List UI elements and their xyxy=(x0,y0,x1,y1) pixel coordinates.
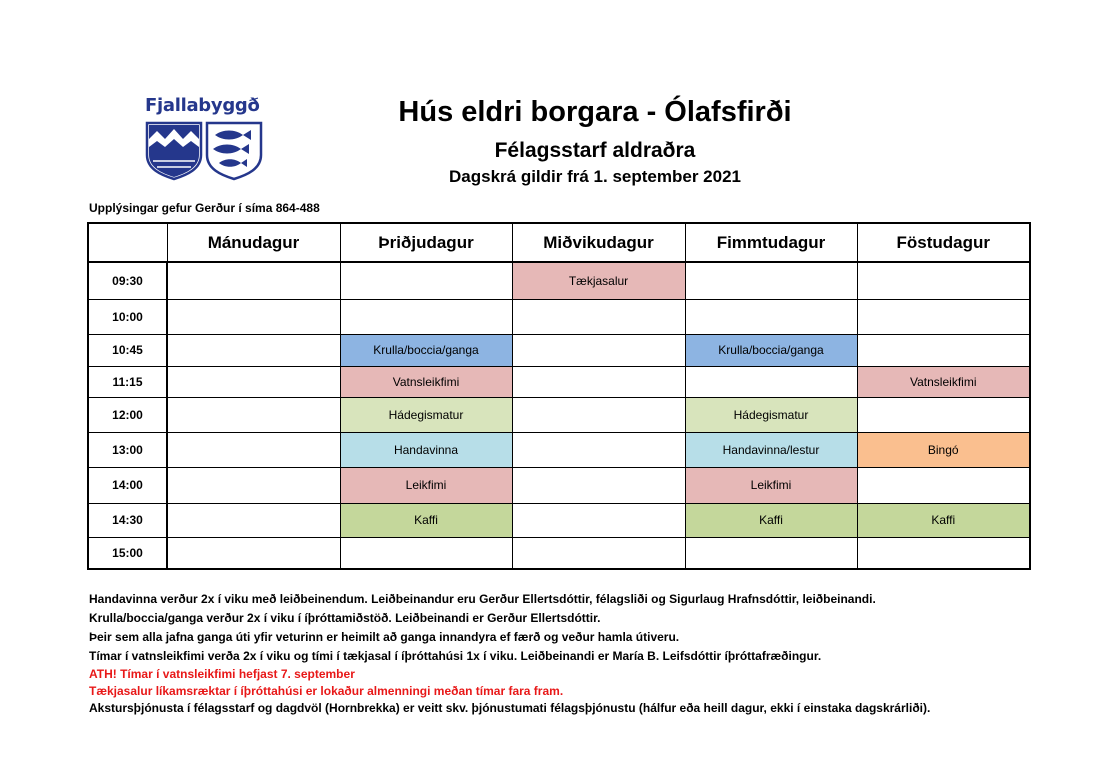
empty-cell xyxy=(167,397,340,432)
schedule-row xyxy=(88,397,1030,432)
schedule-row xyxy=(88,432,1030,467)
empty-cell xyxy=(340,262,512,299)
empty-cell xyxy=(340,537,512,569)
activity-cell: Vatnsleikfimi xyxy=(857,366,1030,397)
day-header: Miðvikudagur xyxy=(512,223,685,262)
schedule-row xyxy=(88,366,1030,397)
schedule-row xyxy=(88,262,1030,299)
activity-cell: Vatnsleikfimi xyxy=(340,366,512,397)
schedule-row xyxy=(88,503,1030,537)
page-subtitle: Félagsstarf aldraðra xyxy=(494,139,696,162)
day-header: Þriðjudagur xyxy=(340,223,512,262)
empty-cell xyxy=(167,537,340,569)
activity-cell: Kaffi xyxy=(857,503,1030,537)
note-line: Þeir sem alla jafna ganga úti yfir veturinn er heimilt að ganga innandyra ef færð og veður hamla útiveru. xyxy=(89,630,680,644)
activity-cell: Kaffi xyxy=(685,503,857,537)
empty-cell xyxy=(167,366,340,397)
activity-cell: Leikfimi xyxy=(340,467,512,503)
empty-cell xyxy=(512,467,685,503)
empty-cell xyxy=(512,503,685,537)
empty-cell xyxy=(167,262,340,299)
empty-cell xyxy=(512,537,685,569)
activity-cell: Hádegismatur xyxy=(340,397,512,432)
activity-cell: Leikfimi xyxy=(685,467,857,503)
note-line: Tímar í vatnsleikfimi verða 2x í viku og tími í tækjasal í íþróttahúsi 1x í viku. Leiðbeinandi er María B. Leifsdóttir íþróttafræðingur. xyxy=(89,649,822,663)
day-header: Mánudagur xyxy=(167,223,340,262)
empty-cell xyxy=(512,366,685,397)
empty-cell xyxy=(340,299,512,334)
empty-cell xyxy=(857,334,1030,366)
time-cell: 14:00 xyxy=(88,467,167,503)
activity-cell: Bingó xyxy=(857,432,1030,467)
empty-cell xyxy=(857,537,1030,569)
activity-cell: Krulla/boccia/ganga xyxy=(685,334,857,366)
note-line: Krulla/boccia/ganga verður 2x í viku í íþróttamiðstöð. Leiðbeinandi er Gerður Ellertsdóttir. xyxy=(89,611,601,625)
empty-cell xyxy=(685,262,857,299)
fjallabyggd-logo xyxy=(143,95,267,185)
empty-cell xyxy=(167,299,340,334)
note-line: Akstursþjónusta í félagsstarf og dagdvöl (Hornbrekka) er veitt skv. þjónustumati félagsþjónustu (hálfur eða heill dagur, ekki í einstaka dagskrárliði). xyxy=(89,701,931,715)
empty-cell xyxy=(512,299,685,334)
empty-cell xyxy=(167,334,340,366)
empty-cell xyxy=(167,503,340,537)
notes-section xyxy=(89,590,1089,717)
activity-cell: Hádegismatur xyxy=(685,397,857,432)
empty-cell xyxy=(685,366,857,397)
time-cell: 15:00 xyxy=(88,537,167,569)
empty-cell xyxy=(512,432,685,467)
schedule-row xyxy=(88,467,1030,503)
schedule-row xyxy=(88,537,1030,569)
time-cell: 10:45 xyxy=(88,334,167,366)
time-cell: 14:30 xyxy=(88,503,167,537)
empty-cell xyxy=(857,467,1030,503)
empty-cell xyxy=(685,537,857,569)
activity-cell: Handavinna/lestur xyxy=(685,432,857,467)
time-cell: 10:00 xyxy=(88,299,167,334)
empty-cell xyxy=(857,299,1030,334)
activity-cell: Kaffi xyxy=(340,503,512,537)
time-column-header xyxy=(88,223,167,262)
coat-of-arms-icon xyxy=(143,121,267,181)
activity-cell: Tækjasalur xyxy=(512,262,685,299)
note-line: Tækjasalur líkamsræktar í íþróttahúsi er lokaður almenningi meðan tímar fara fram. xyxy=(89,684,564,698)
schedule-row xyxy=(88,299,1030,334)
empty-cell xyxy=(685,299,857,334)
empty-cell xyxy=(167,467,340,503)
schedule-header-row xyxy=(88,223,1030,262)
time-cell: 09:30 xyxy=(88,262,167,299)
schedule-table xyxy=(87,222,1031,570)
time-cell: 13:00 xyxy=(88,432,167,467)
activity-cell: Krulla/boccia/ganga xyxy=(340,334,512,366)
logo-wordmark: Fjallabyggð xyxy=(145,95,260,116)
empty-cell xyxy=(512,334,685,366)
note-line: ATH! Tímar í vatnsleikfimi hefjast 7. september xyxy=(89,667,355,681)
empty-cell xyxy=(857,397,1030,432)
day-header: Fimmtudagur xyxy=(685,223,857,262)
activity-cell: Handavinna xyxy=(340,432,512,467)
empty-cell xyxy=(167,432,340,467)
note-line: Handavinna verður 2x í viku með leiðbeinendum. Leiðbeinandur eru Gerður Ellertsdóttir, félagsliði og Sigurlaug Hrafnsdóttir, leiðbeinandi. xyxy=(89,592,876,606)
valid-from-text: Dagskrá gildir frá 1. september 2021 xyxy=(449,167,741,186)
page-title: Hús eldri borgara - Ólafsfirði xyxy=(398,96,792,128)
empty-cell xyxy=(857,262,1030,299)
schedule-row xyxy=(88,334,1030,366)
empty-cell xyxy=(512,397,685,432)
schedule-body xyxy=(88,262,1030,569)
day-header: Föstudagur xyxy=(857,223,1030,262)
time-cell: 11:15 xyxy=(88,366,167,397)
time-cell: 12:00 xyxy=(88,397,167,432)
contact-info: Upplýsingar gefur Gerður í síma 864-488 xyxy=(89,201,320,215)
